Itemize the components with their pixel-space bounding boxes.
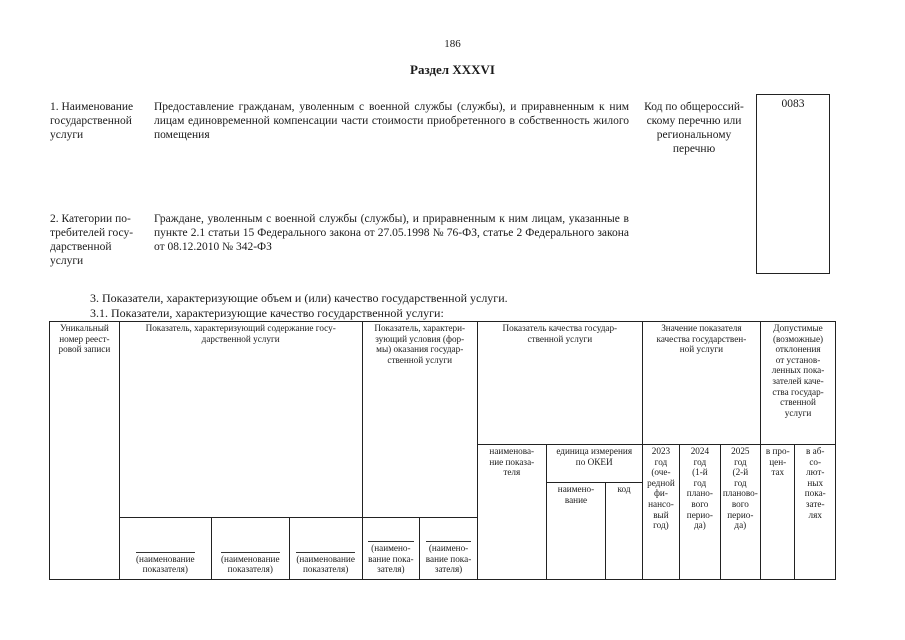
col-unit-okei: единица измерения по ОКЕИ <box>546 445 642 483</box>
content-indicator-2: (наименование показателя) <box>211 518 289 580</box>
category-value: Граждане, уволенным с военной службы (службы), и приравненным к ним лицам, указанные в пункте 2.1 статьи 15 Федерального закона от 27.05.1998 № 76-ФЗ, статье 2 Федерального закона от 08.12.2010 № 342-ФЗ <box>154 213 629 253</box>
section-title: Раздел XXXVI <box>410 62 495 77</box>
col-unit-name: наимено- вание <box>546 483 606 580</box>
heading-section-3-1: 3.1. Показатели, характеризующие качество государственной услуги: <box>90 306 444 320</box>
col-deviation-percent: в про- цен- тах <box>761 445 795 580</box>
col-year-2023: 2023 год (оче- редной фи- нансо- вый год) <box>642 445 679 580</box>
service-code-value: 0083 <box>781 98 805 110</box>
page-number: 186 <box>444 38 461 50</box>
col-year-2024: 2024 год (1-й год плано- вого перио- да) <box>680 445 720 580</box>
col-registry-number: Уникальный номер реест- ровой записи <box>50 322 120 580</box>
col-indicator-name: наименова- ние показа- теля <box>477 445 546 580</box>
col-unit-code: код <box>606 483 642 580</box>
col-content-indicator: Показатель, характеризующий содержание госу- дарственной услуги <box>119 322 362 518</box>
condition-indicator-2: (наимено- вание пока- зателя) <box>420 518 478 580</box>
col-allowed-deviation: Допустимые (возможные) отклонения от установ- ленных пока- зателей каче- ства государ- ственной услуги <box>761 322 836 445</box>
condition-indicator-1: (наимено- вание пока- зателя) <box>362 518 420 580</box>
service-code-box <box>756 94 830 274</box>
service-name-label: 1. Наименование государственной услуги <box>50 101 134 141</box>
col-year-2025: 2025 год (2-й год планово- вого перио- да) <box>720 445 760 580</box>
heading-section-3: 3. Показатели, характеризующие объем и (или) качество государственной услуги. <box>90 291 508 305</box>
content-indicator-3: (наименование показателя) <box>289 518 362 580</box>
category-label: 2. Категории по- требителей госу- дарственной услуги <box>50 213 134 267</box>
col-indicator-value: Значение показателя качества государствен- ной услуги <box>642 322 760 445</box>
service-name-value: Предоставление гражданам, уволенным с военной службы (службы), и приравненным к ним лицам единовременной компенсации части стоимости приобретенного в собственность жилого помещения <box>154 101 629 141</box>
col-quality-indicator: Показатель качества государ- ственной услуги <box>477 322 642 445</box>
content-indicator-1: (наименование показателя) <box>119 518 211 580</box>
col-condition-indicator: Показатель, характери- зующий условия (фор- мы) оказания государ- ственной услуги <box>362 322 477 518</box>
quality-indicators-table <box>49 321 836 580</box>
code-label: Код по общероссий- скому перечню или региональному перечню <box>644 101 744 155</box>
col-deviation-absolute: в аб- со- лют- ных пока- зате- лях <box>795 445 836 580</box>
